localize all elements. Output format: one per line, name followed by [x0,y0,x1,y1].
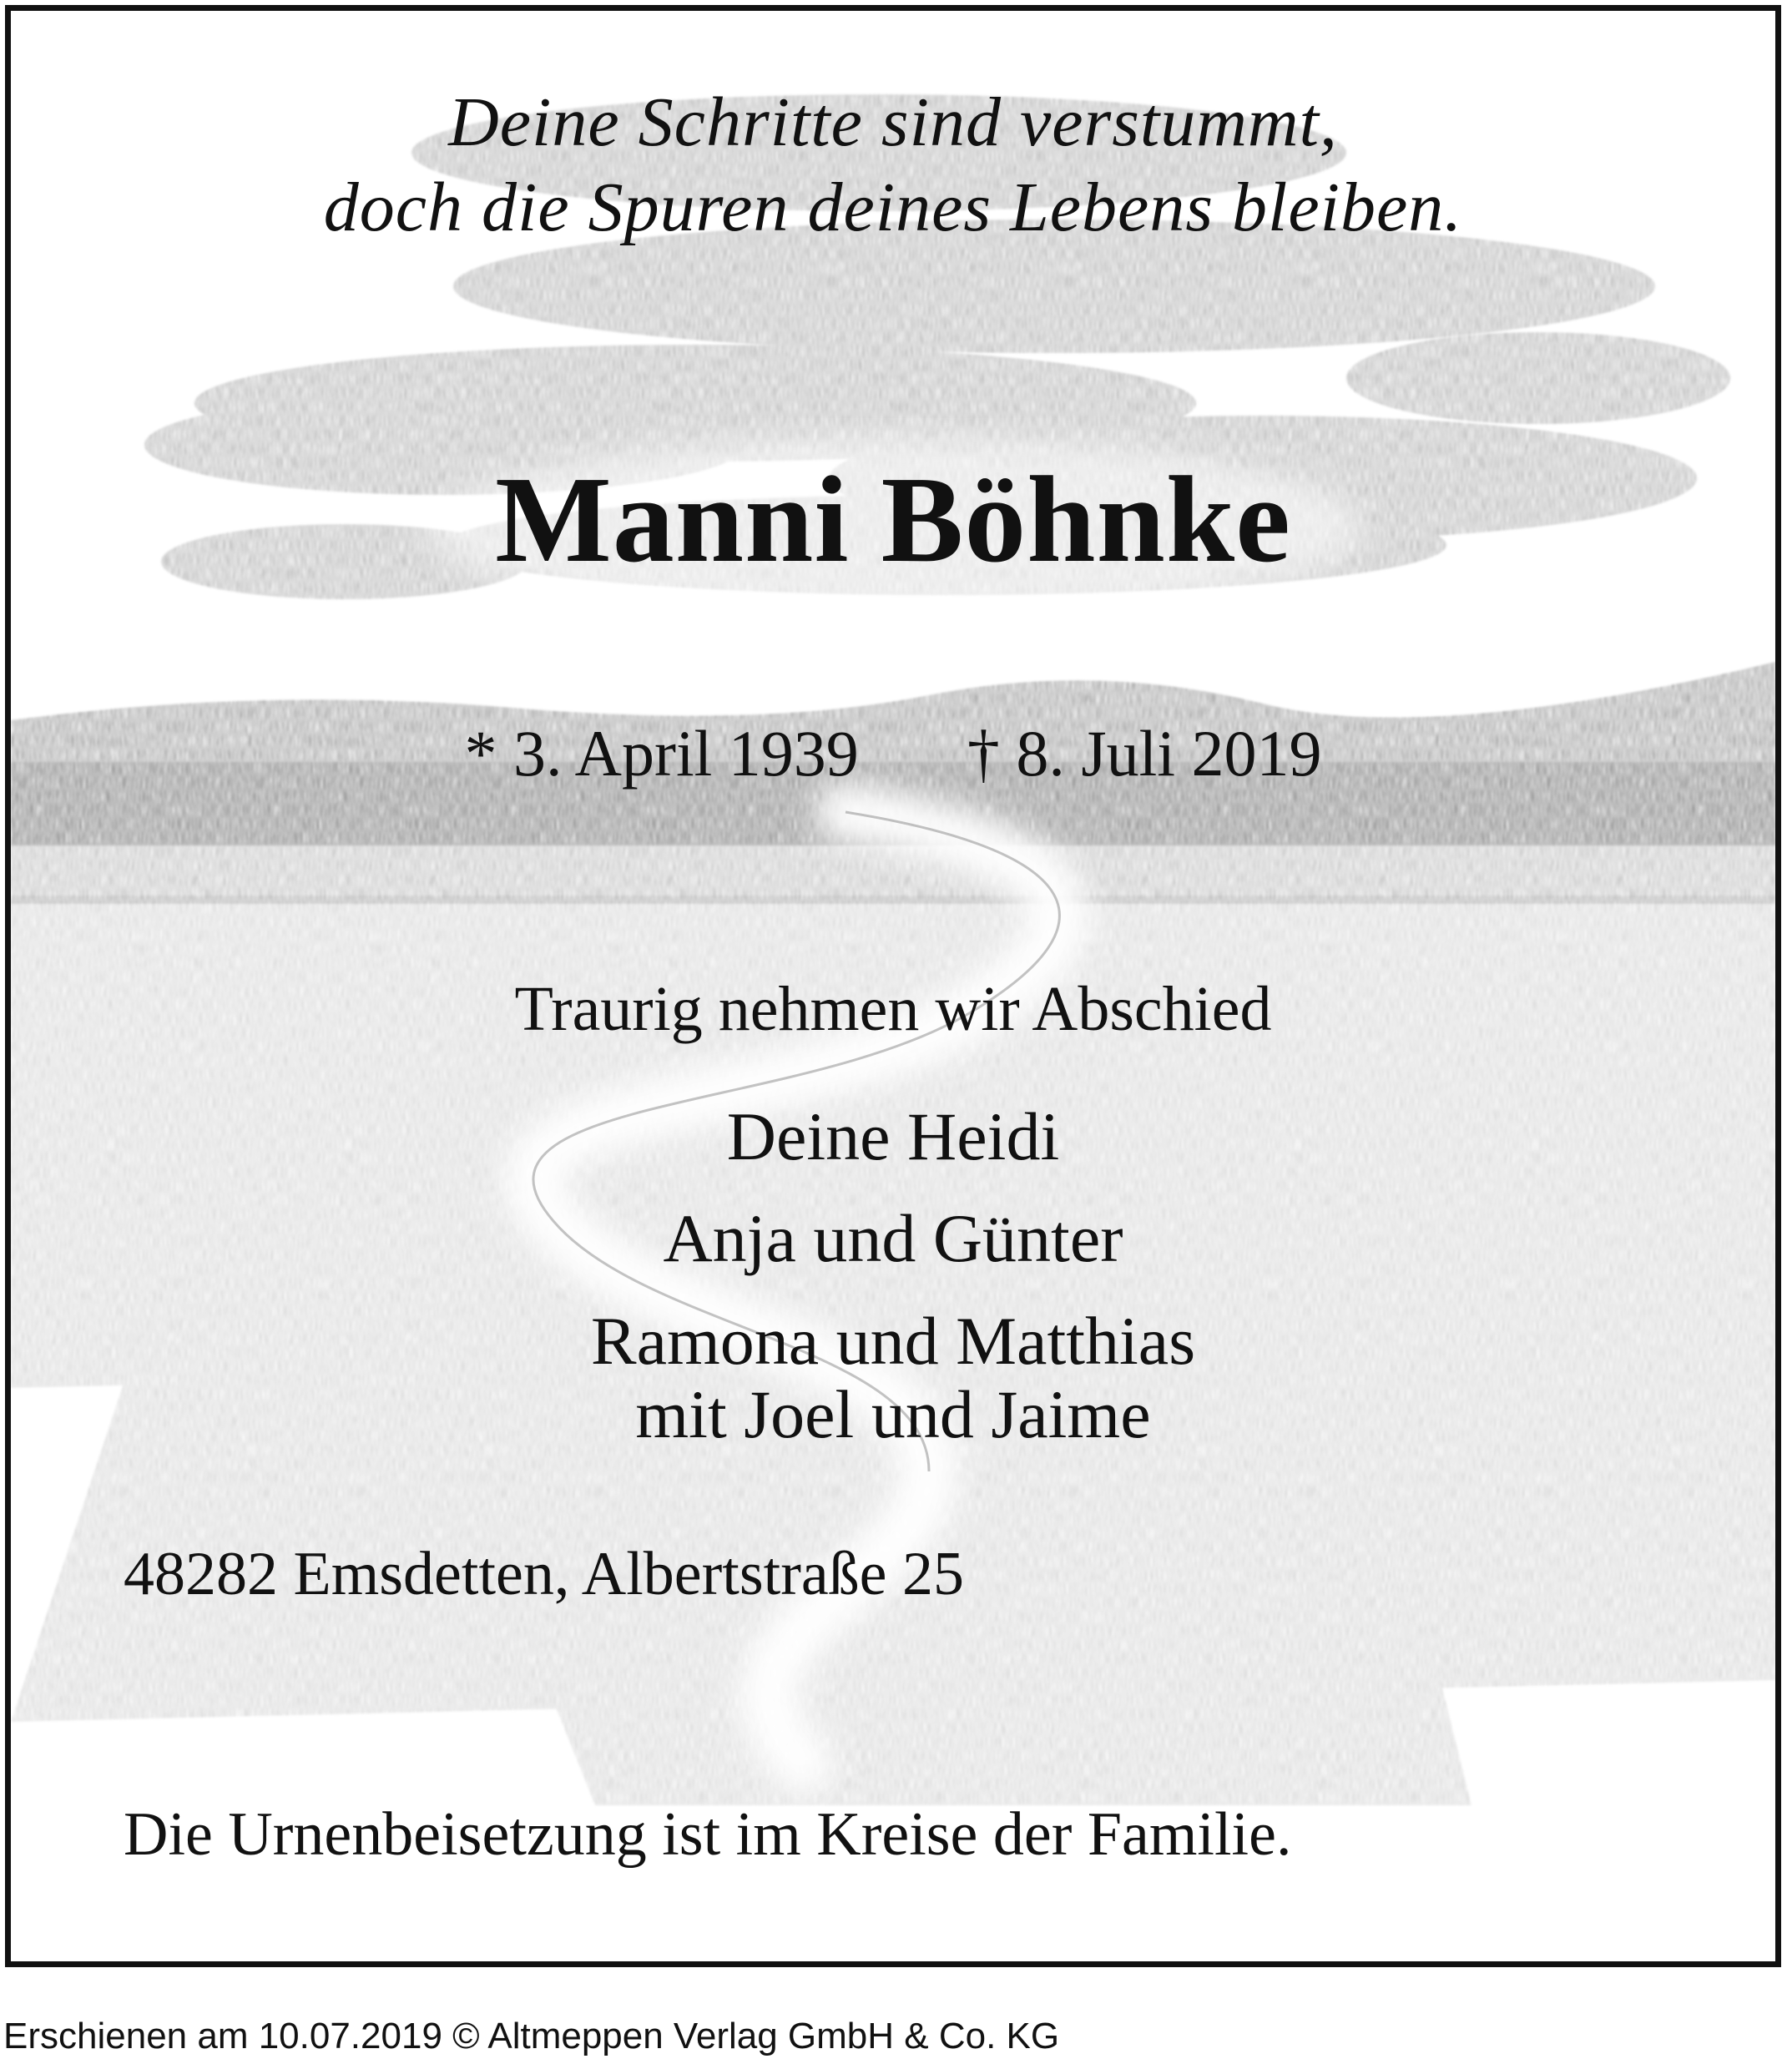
motto-line-1: Deine Schritte sind verstummt, [448,83,1338,161]
birth-date: * 3. April 1939 [464,717,859,790]
death-date: † 8. Juli 2019 [967,717,1322,790]
mourner-line: mit Joel und Jaime [635,1376,1151,1452]
address: 48282 Emsdetten, Albertstraße 25 [124,1540,965,1608]
life-dates [11,714,1775,793]
obituary-frame [5,5,1781,1967]
publication-footer: Erschienen am 10.07.2019 © Altmeppen Verlag GmbH & Co. KG [3,2016,1060,2056]
mourner-line: Ramona und Matthias [590,1303,1196,1379]
burial-note: Die Urnenbeisetzung ist im Kreise der Familie. [124,1800,1292,1869]
farewell-text: Traurig nehmen wir Abschied [514,974,1272,1044]
mourner-line: Anja und Günter [663,1200,1123,1276]
mourner-line: Deine Heidi [726,1098,1060,1174]
motto-line-2: doch die Spuren deines Lebens bleiben. [323,169,1463,246]
deceased-name: Manni Böhnke [495,452,1291,588]
